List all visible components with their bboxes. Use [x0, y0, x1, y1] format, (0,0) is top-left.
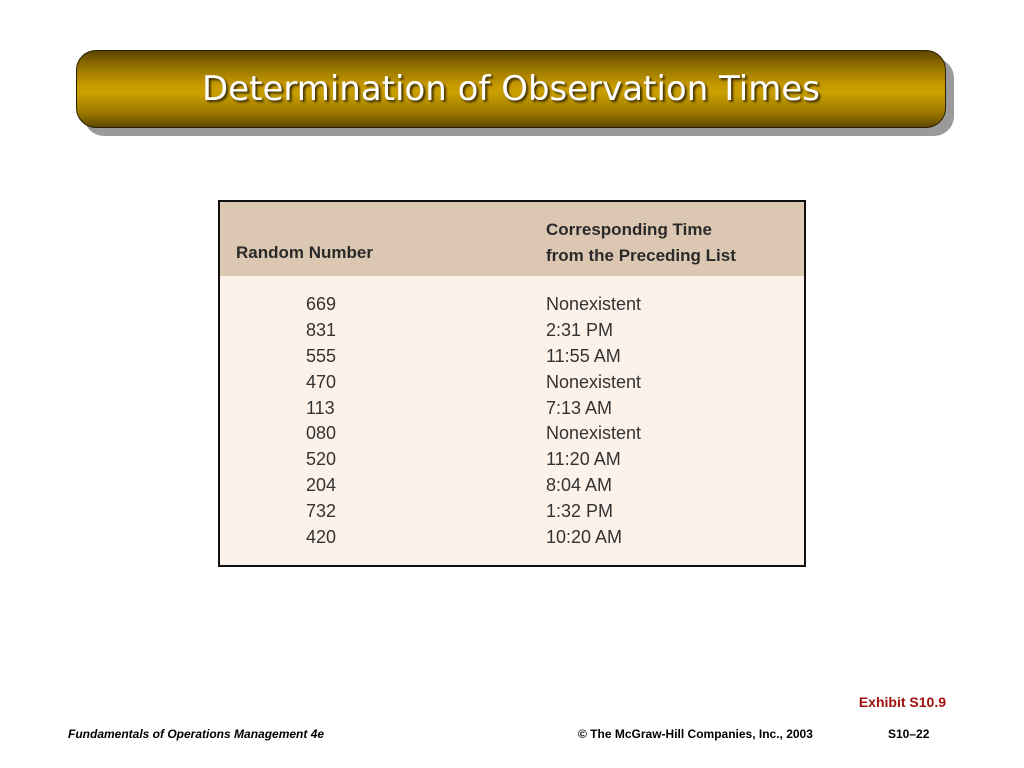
exhibit-label: Exhibit S10.9: [858, 694, 946, 710]
header-corresponding-time: [546, 217, 796, 269]
random-number-cell: 669: [306, 294, 337, 314]
table-row: [220, 421, 804, 447]
footer-page-number: S10–22: [888, 727, 930, 741]
time-cell: 2:31 PM: [546, 319, 614, 340]
time-cell: 11:55 AM: [546, 345, 621, 366]
table-row: [220, 344, 804, 370]
random-number-cell: 113: [306, 397, 335, 418]
time-cell: 1:32 PM: [546, 501, 614, 522]
random-number-cell: 520: [306, 449, 337, 470]
random-number-cell: 732: [306, 501, 337, 522]
table-header: [220, 202, 804, 276]
time-cell: 8:04 AM: [546, 475, 613, 496]
time-cell: 7:13 AM: [546, 397, 613, 418]
table-row: [220, 447, 804, 473]
table-row: [220, 499, 804, 525]
random-number-cell: 420: [306, 527, 337, 548]
time-cell: Nonexistent: [546, 423, 642, 444]
header-line-2: from the Preceding List: [546, 246, 736, 265]
time-cell: 11:20 AM: [546, 449, 621, 470]
random-number-cell: 204: [306, 475, 337, 496]
random-number-cell: 470: [306, 371, 337, 392]
table-row: [220, 318, 804, 344]
footer-copyright: © The McGraw-Hill Companies, Inc., 2003: [578, 727, 813, 741]
exhibit-table: [218, 200, 806, 567]
header-random-number: Random Number: [236, 243, 373, 262]
table-row: [220, 525, 804, 551]
table-row: [220, 370, 804, 396]
footer-book-title: Fundamentals of Operations Management 4e: [68, 727, 325, 741]
table-row: [220, 396, 804, 422]
time-cell: Nonexistent: [546, 371, 642, 392]
slide-title: Determination of Observation Times: [202, 69, 820, 109]
table-row: [220, 292, 804, 318]
random-number-cell: 080: [306, 423, 337, 444]
random-number-cell: 555: [306, 345, 337, 366]
time-cell: 10:20 AM: [546, 527, 623, 548]
table-body: [220, 292, 804, 551]
time-cell: Nonexistent: [546, 294, 642, 314]
random-number-cell: 831: [306, 319, 337, 340]
header-line-1: Corresponding Time: [546, 220, 712, 239]
table-row: [220, 473, 804, 499]
